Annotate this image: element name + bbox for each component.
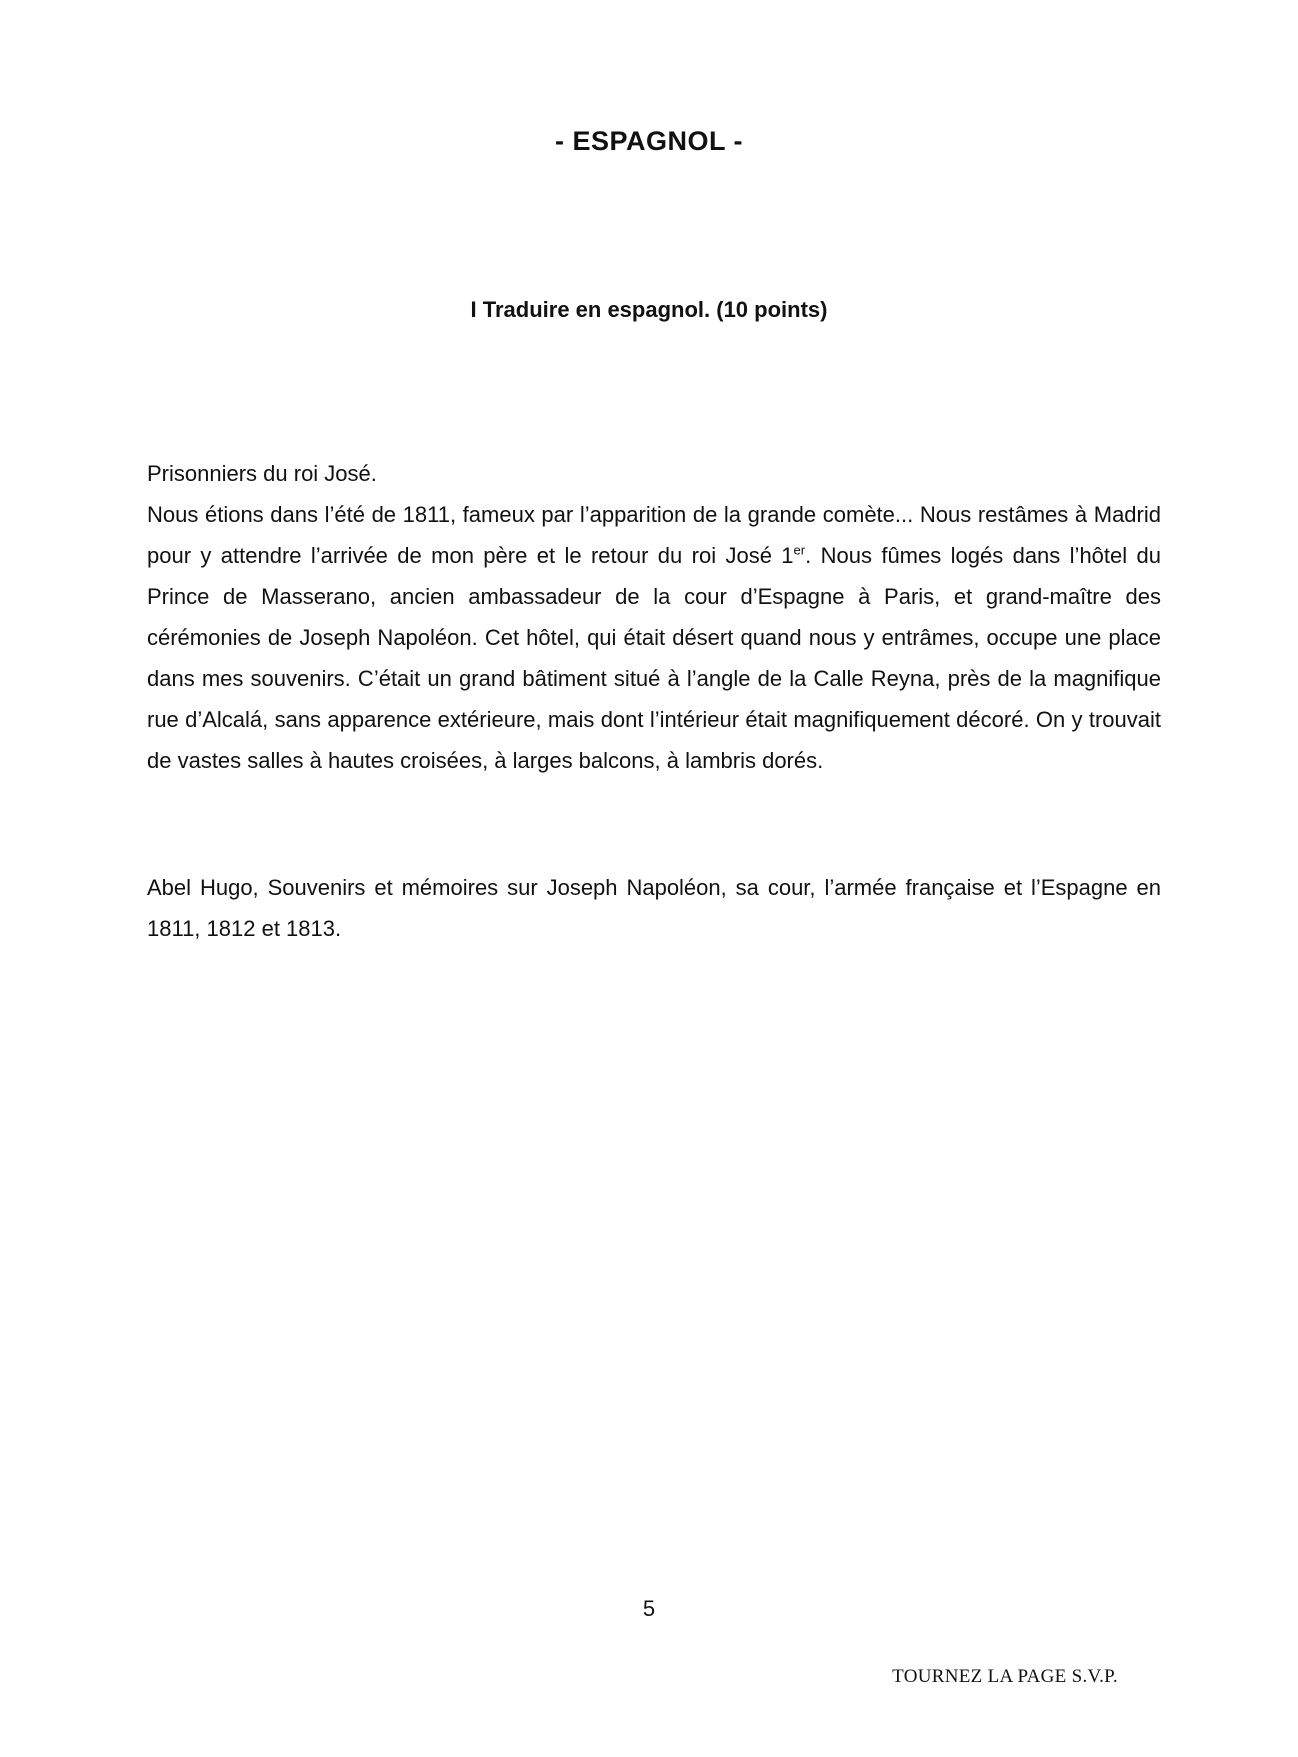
passage-text-end: . Nous fûmes logés dans l’hôtel du Prince de Masserano, ancien ambassadeur de la cour d’Espagne à Paris, et grand-maître des cérémonies de Joseph Napoléon. Cet hôtel, qui était désert quand nous y entrâmes, occupe une place dans mes souvenirs. C’était un grand bâtiment situé à l’angle de la Calle Reyna, près de la magnifique rue d’Alcalá, sans apparence extérieure, mais dont l’intérieur était magnifiquement décoré. On y trouvait de vastes salles à hautes croisées, à larges balcons, à lambris dorés. <box>147 543 1161 773</box>
page-number: 5 <box>642 1596 656 1621</box>
passage-title: Prisonniers du roi José. <box>147 461 377 486</box>
ordinal-superscript: er <box>793 542 806 558</box>
passage-body <box>147 494 1161 781</box>
passage <box>147 453 1161 781</box>
page-title: - ESPAGNOL - <box>554 126 743 156</box>
source-citation: Abel Hugo, Souvenirs et mémoires sur Joseph Napoléon, sa cour, l’armée française et l’Espagne en 1811, 1812 et 1813. <box>147 875 1161 941</box>
turn-page-note: TOURNEZ LA PAGE S.V.P. <box>892 1666 1118 1687</box>
section-heading: I Traduire en espagnol. (10 points) <box>470 297 828 322</box>
passage-text-start: Nous étions dans l’été de 1811, fameux par l’apparition de la grande comète... Nous restâmes à Madrid pour y attendre l’arrivée de mon père et le retour du roi José 1 <box>147 502 1161 568</box>
